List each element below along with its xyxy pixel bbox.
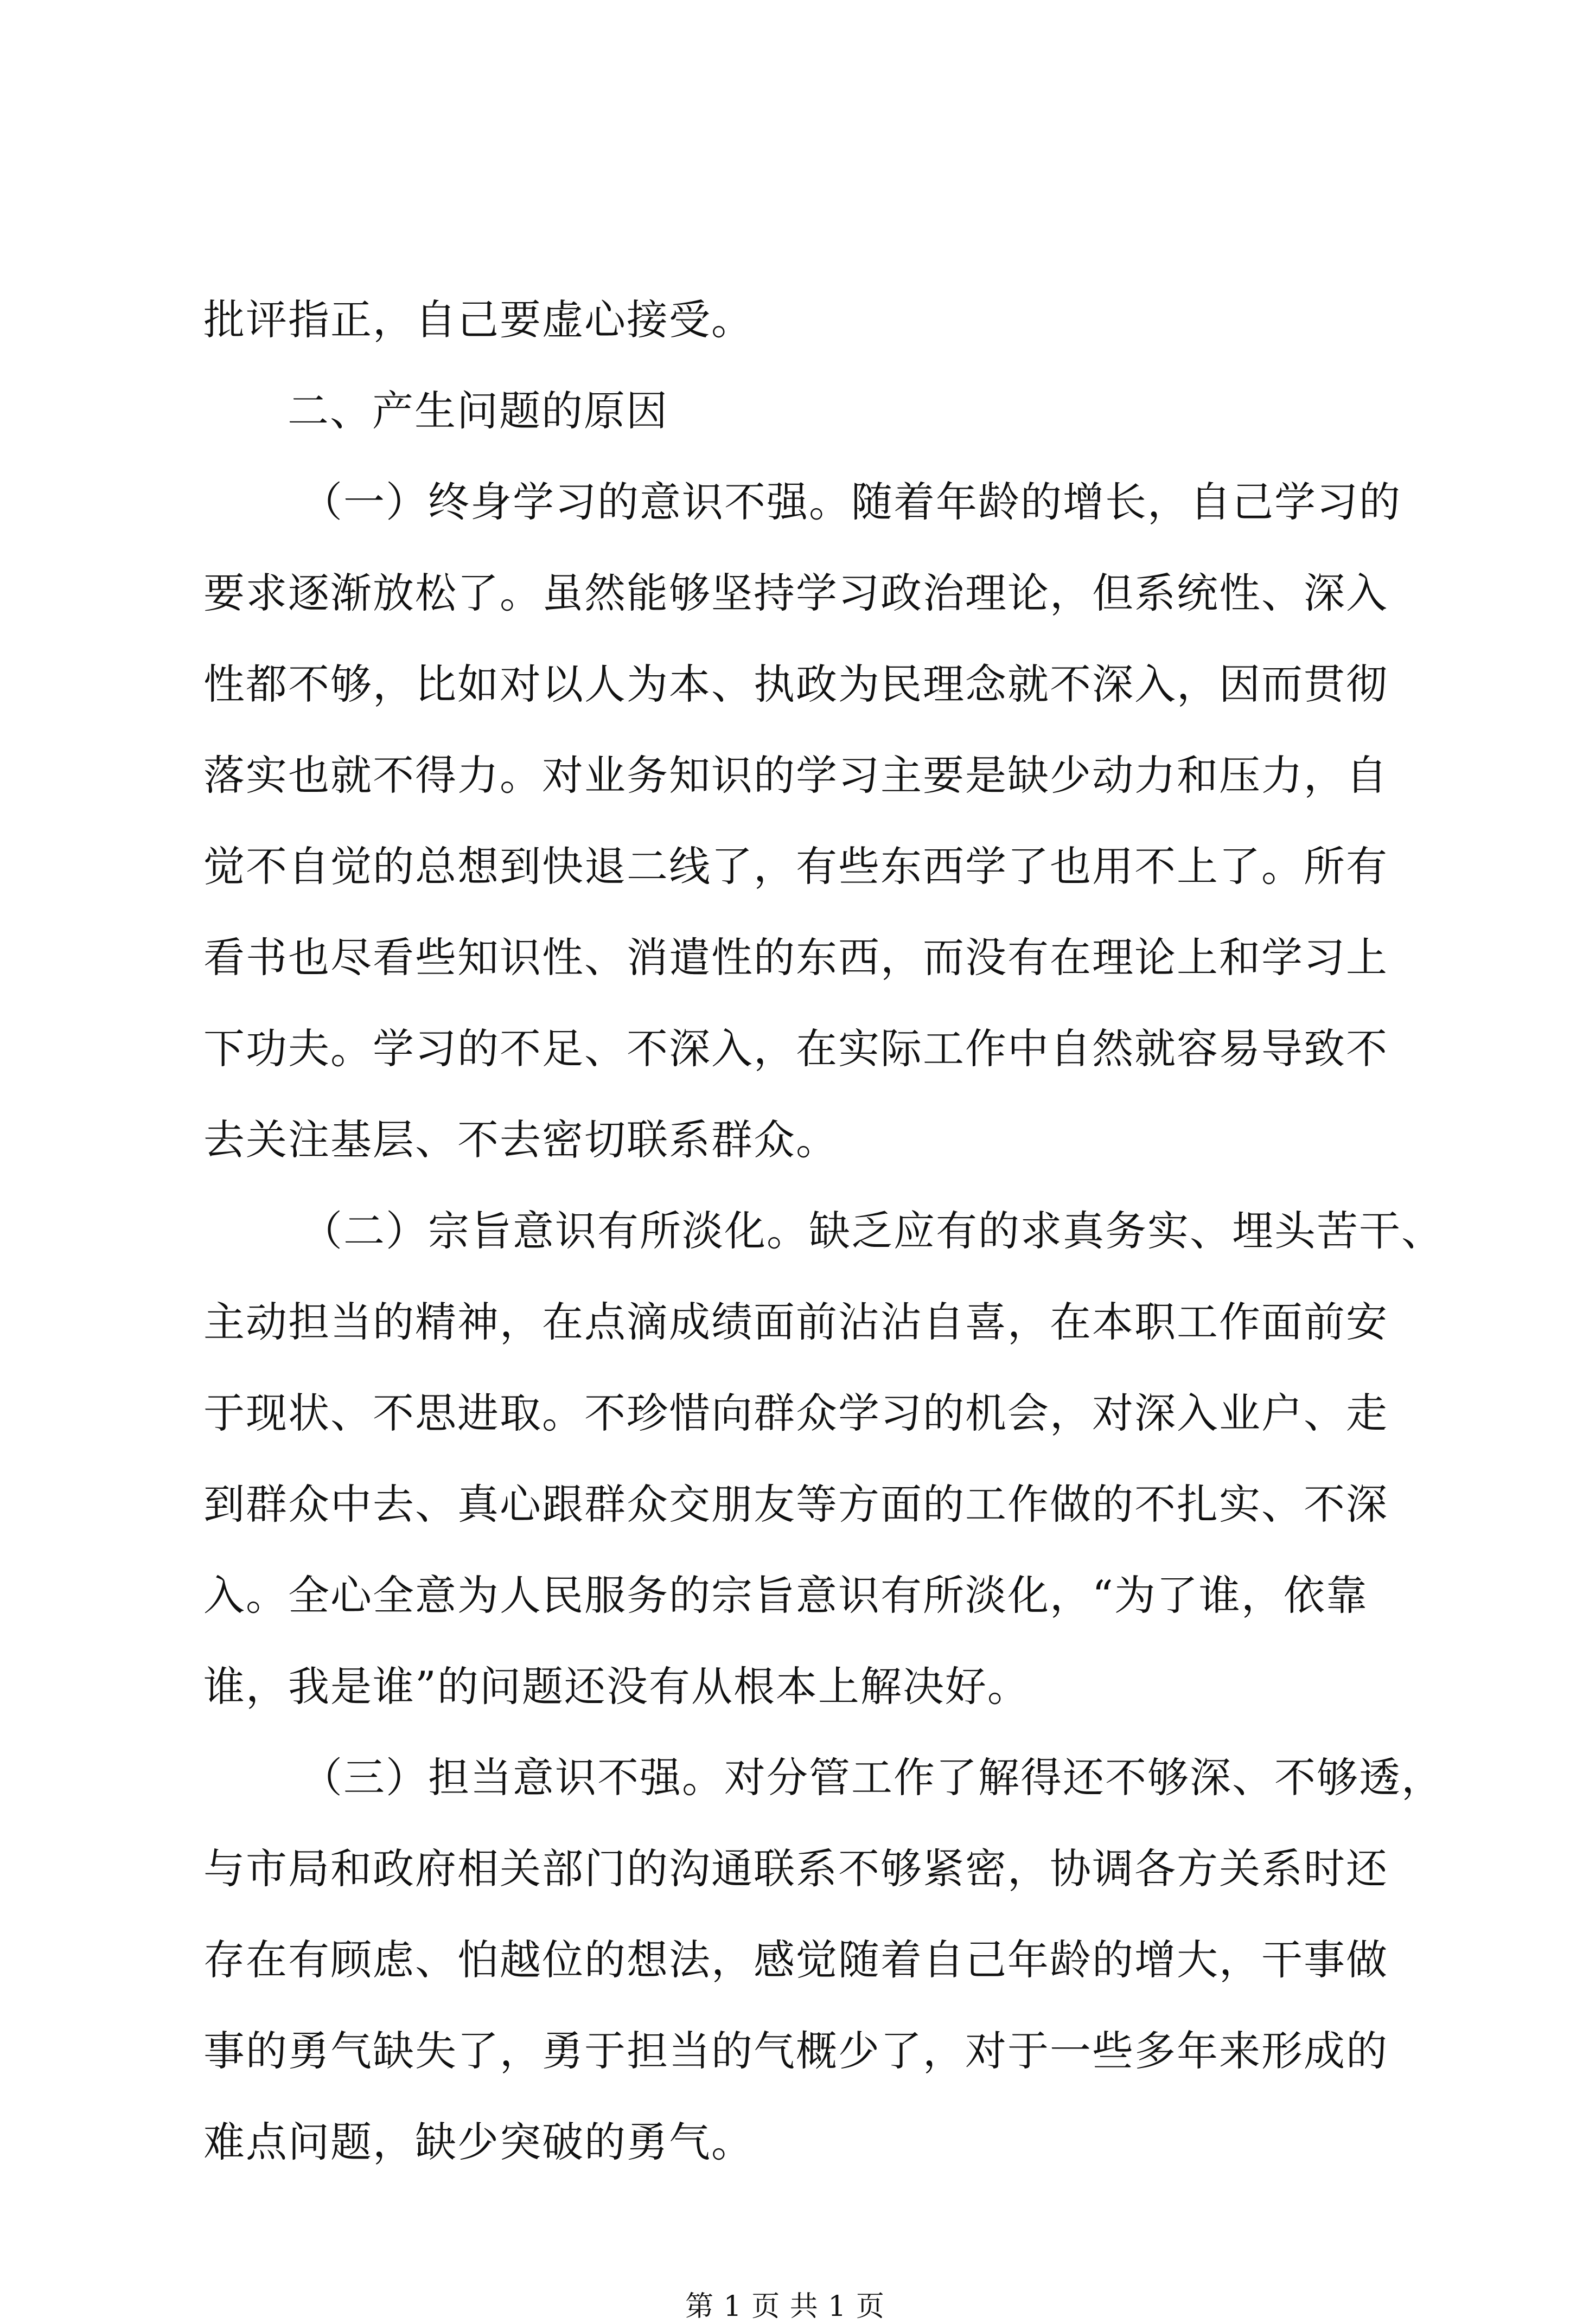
- text-line: 看书也尽看些知识性、消遣性的东西，而没有在理论上和学习上: [203, 933, 1388, 982]
- text-line: 入。全心全意为人民服务的宗旨意识有所淡化，“为了谁，依靠: [203, 1571, 1368, 1619]
- text-line: 要求逐渐放松了。虽然能够坚持学习政治理论，但系统性、深入: [203, 569, 1388, 617]
- text-line: （二）宗旨意识有所淡化。缺乏应有的求真务实、埋头苦干、: [301, 1207, 1444, 1255]
- text-line: （三）担当意识不强。对分管工作了解得还不够深、不够透，: [301, 1753, 1444, 1802]
- text-line: 与市局和政府相关部门的沟通联系不够紧密，协调各方关系时还: [203, 1845, 1388, 1893]
- text-line: 批评指正，自己要虚心接受。: [203, 296, 754, 344]
- text-line: 事的勇气缺失了，勇于担当的气概少了，对于一些多年来形成的: [203, 2027, 1388, 2075]
- text-line: 性都不够，比如对以人为本、执政为民理念就不深入，因而贯彻: [203, 660, 1388, 708]
- text-line: 存在有顾虑、怕越位的想法，感觉随着自己年龄的增大，干事做: [203, 1936, 1388, 1984]
- text-line: 难点问题，缺少突破的勇气。: [203, 2118, 754, 2166]
- text-line: 觉不自觉的总想到快退二线了，有些东西学了也用不上了。所有: [203, 842, 1388, 891]
- section-heading: 二、产生问题的原因: [288, 387, 668, 435]
- text-line: （一）终身学习的意识不强。随着年龄的增长，自己学习的: [301, 478, 1401, 526]
- text-line: 去关注基层、不去密切联系群众。: [203, 1116, 838, 1164]
- text-line: 谁，我是谁”的问题还没有从根本上解决好。: [203, 1662, 1030, 1711]
- page-number-footer: 第 1 页 共 1 页: [685, 2290, 885, 2323]
- text-line: 主动担当的精神，在点滴成绩面前沾沾自喜，在本职工作面前安: [203, 1298, 1388, 1346]
- text-line: 于现状、不思进取。不珍惜向群众学习的机会，对深入业户、走: [203, 1389, 1388, 1437]
- text-line: 落实也就不得力。对业务知识的学习主要是缺少动力和压力，自: [203, 751, 1388, 799]
- text-line: 到群众中去、真心跟群众交朋友等方面的工作做的不扎实、不深: [203, 1480, 1388, 1528]
- text-line: 下功夫。学习的不足、不深入，在实际工作中自然就容易导致不: [203, 1025, 1388, 1073]
